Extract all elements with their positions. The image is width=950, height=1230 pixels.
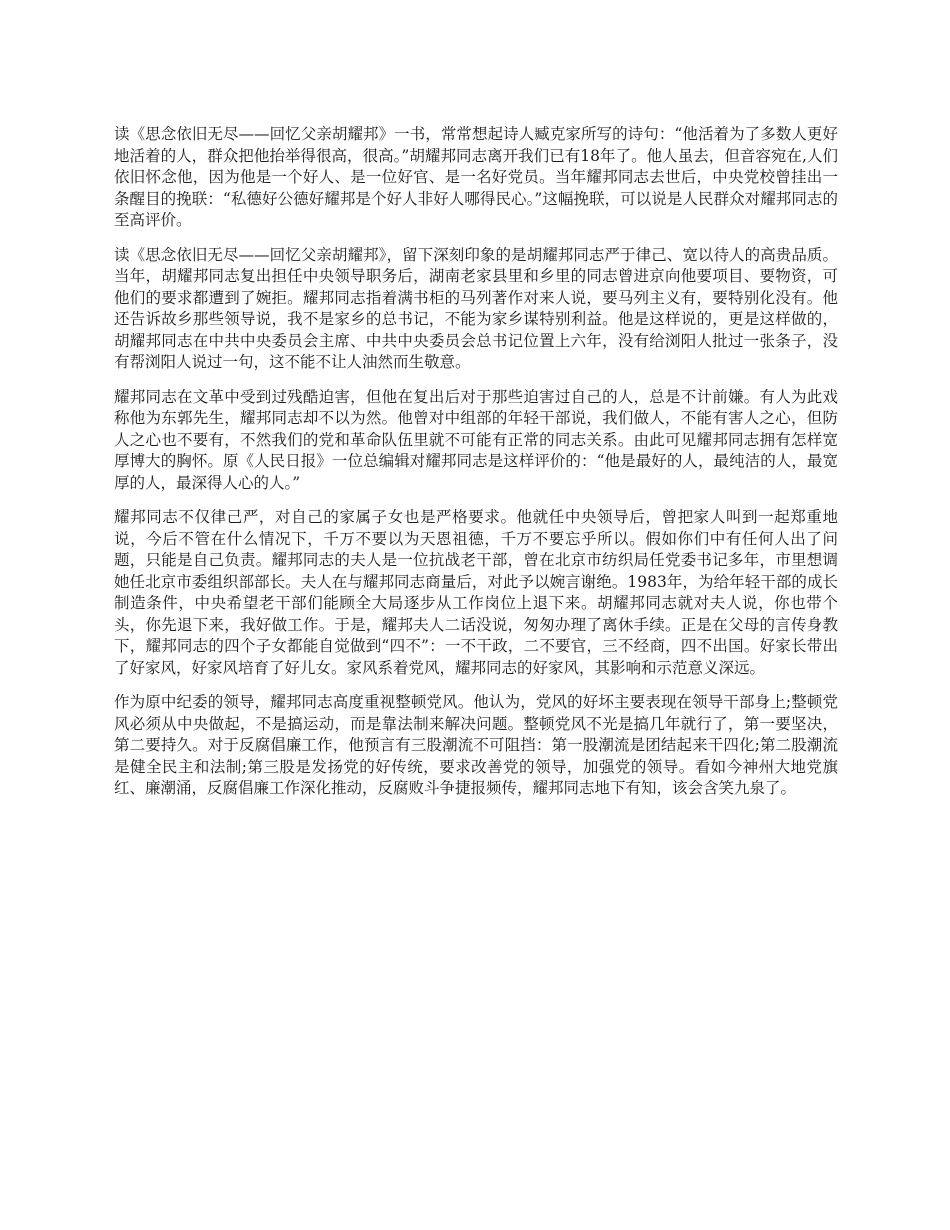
paragraph-2: 读《思念依旧无尽——回忆父亲胡耀邦》，留下深刻印象的是胡耀邦同志严于律己、宽以待人的高贵品质。当年，胡耀邦同志复出担任中央领导职务后，湖南老家县里和乡里的同志曾进京向他要项目、要物资，可他们的要求都遭到了婉拒。耀邦同志指着满书柜的马列著作对来人说，要马列主义有，要特别化没有。他还告诉故乡那些领导说，我不是家乡的总书记，不能为家乡谋特别利益。他是这样说的，更是这样做的，胡耀邦同志在中共中央委员会主席、中共中央委员会总书记位置上六年，没有给浏阳人批过一张条子，没有帮浏阳人说过一句，这不能不让人油然而生敬意。 bbox=[114, 245, 838, 371]
paragraph-5: 作为原中纪委的领导，耀邦同志高度重视整顿党风。他认为，党风的好坏主要表现在领导干部身上;整顿党风必须从中央做起，不是搞运动，而是靠法制来解决问题。整顿党风不光是搞几年就行了，第一要坚决，第二要持久。对于反腐倡廉工作，他预言有三股潮流不可阻挡：第一股潮流是团结起来干四化;第二股潮流是健全民主和法制;第三股是发扬党的好传统，要求改善党的领导，加强党的领导。看如今神州大地党旗红、廉潮涌，反腐倡廉工作深化推动，反腐败斗争捷报频传，耀邦同志地下有知，该会含笑九泉了。 bbox=[114, 693, 838, 797]
document-body bbox=[114, 124, 838, 813]
paragraph-3: 耀邦同志在文革中受到过残酷迫害，但他在复出后对于那些迫害过自己的人，总是不计前嫌。有人为此戏称他为东郭先生，耀邦同志却不以为然。他曾对中组部的年轻干部说，我们做人，不能有害人之心，但防人之心也不要有，不然我们的党和革命队伍里就不可能有正常的同志关系。由此可见耀邦同志拥有怎样宽厚博大的胸怀。原《人民日报》一位总编辑对耀邦同志是这样评价的：“他是最好的人，最纯洁的人，最宽厚的人，最深得人心的人。” bbox=[114, 387, 838, 492]
paragraph-1: 读《思念依旧无尽——回忆父亲胡耀邦》一书，常常想起诗人臧克家所写的诗句：“他活着为了多数人更好地活着的人，群众把他抬举得很高，很高。”胡耀邦同志离开我们已有18年了。他人虽去，但音容宛在,人们依旧怀念他，因为他是一个好人、是一位好官、是一名好党员。当年耀邦同志去世后，中央党校曾挂出一条醒目的挽联：“私德好公德好耀邦是个好人非好人哪得民心。”这幅挽联，可以说是人民群众对耀邦同志的至高评价。 bbox=[114, 125, 838, 229]
paragraph-4: 耀邦同志不仅律己严，对自己的家属子女也是严格要求。他就任中央领导后，曾把家人叫到一起郑重地说，今后不管在什么情况下，千万不要以为天恩祖德，千万不要忘乎所以。假如你们中有任何人出了问题，只能是自己负责。耀邦同志的夫人是一位抗战老干部，曾在北京市纺织局任党委书记多年，市里想调她任北京市委组织部部长。夫人在与耀邦同志商量后，对此予以婉言谢绝。1983年，为给年轻干部的成长制造条件，中央希望老干部们能顾全大局逐步从工作岗位上退下来。胡耀邦同志就对夫人说，你也带个头，你先退下来，我好做工作。于是，耀邦夫人二话没说，匆匆办理了离休手续。正是在父母的言传身教下，耀邦同志的四个子女都能自觉做到“四不”：一不干政，二不要官，三不经商，四不出国。好家长带出了好家风，好家风培育了好儿女。家风系着党风，耀邦同志的好家风，其影响和示范意义深远。 bbox=[114, 508, 838, 677]
